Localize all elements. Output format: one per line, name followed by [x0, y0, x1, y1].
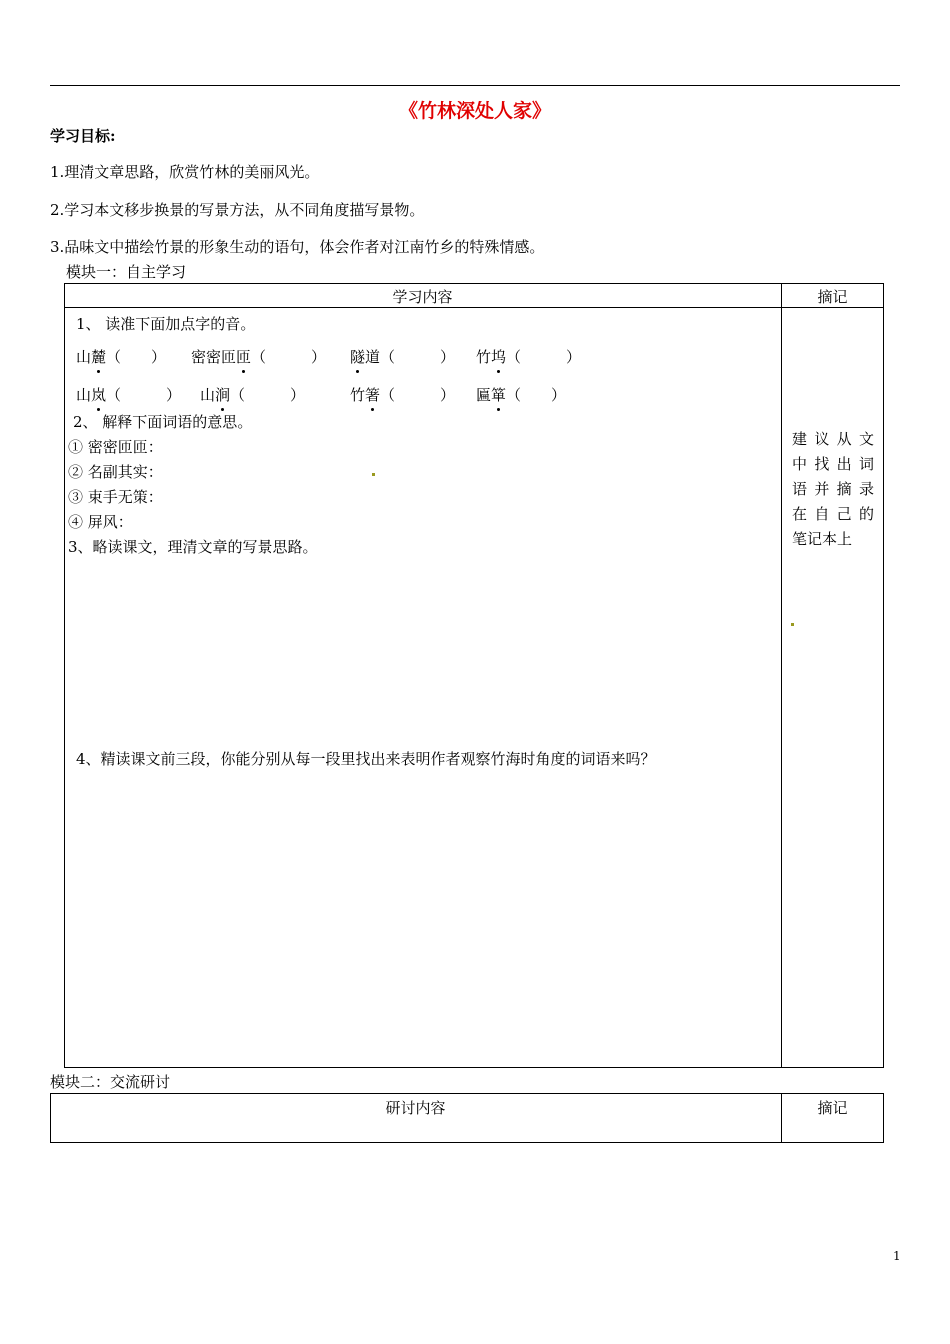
term-item: ② 名副其实：	[68, 463, 163, 481]
module2-header-content: 研讨内容	[385, 1099, 446, 1117]
pinyin-item: 匾箪（ ）	[476, 386, 567, 404]
note-line: 语 并 摘 录	[792, 480, 874, 498]
term-item: ④ 屏风：	[68, 513, 133, 531]
header-rule	[50, 85, 900, 86]
question-3: 3、略读课文，理清文章的写景思路。	[68, 538, 318, 556]
pinyin-item: 竹坞（ ）	[476, 348, 582, 366]
pinyin-item: 山涧（ ）	[200, 386, 306, 404]
scan-speck	[372, 473, 375, 476]
module2-header-notes: 摘记	[817, 1099, 848, 1117]
objectives-heading: 学习目标:	[50, 127, 116, 145]
note-line: 中 找 出 词	[792, 455, 874, 473]
note-line: 建 议 从 文	[792, 430, 874, 448]
objective-3: 3.品味文中描绘竹景的形象生动的语句，体会作者对江南竹乡的特殊情感。	[50, 238, 545, 256]
module1-column-divider	[781, 283, 782, 1067]
question-2: 2、 解释下面词语的意思。	[73, 413, 253, 431]
pinyin-item: 竹箸（ ）	[350, 386, 456, 404]
question-4: 4、精读课文前三段，你能分别从每一段里找出来表明作者观察竹海时角度的词语来吗？	[76, 750, 656, 768]
notes-suggestion	[792, 427, 874, 552]
module1-table	[64, 283, 884, 1068]
scan-speck	[791, 623, 794, 626]
question-1: 1、 读准下面加点字的音。	[76, 315, 256, 333]
page-number: 1	[893, 1249, 901, 1263]
objective-1: 1.理清文章思路，欣赏竹林的美丽风光。	[50, 163, 320, 181]
pinyin-item: 山岚（ ）	[76, 386, 182, 404]
document-title: 《竹林深处人家》	[398, 100, 551, 122]
pinyin-item: 密密匝匝（ ）	[191, 348, 327, 366]
objective-2: 2.学习本文移步换景的写景方法，从不同角度描写景物。	[50, 201, 425, 219]
note-line: 在 自 己 的	[792, 505, 874, 523]
note-line: 笔记本上	[792, 530, 853, 548]
module2-label: 模块二：交流研讨	[50, 1073, 171, 1091]
module1-label: 模块一：自主学习	[66, 263, 187, 281]
pinyin-item: 山麓（ ）	[76, 348, 167, 366]
term-item: ① 密密匝匝：	[68, 438, 163, 456]
module1-header-notes: 摘记	[817, 288, 848, 306]
module1-header-divider	[64, 307, 883, 308]
pinyin-item: 隧道（ ）	[350, 348, 456, 366]
term-item: ③ 束手无策：	[68, 488, 163, 506]
module1-header-content: 学习内容	[392, 288, 453, 306]
